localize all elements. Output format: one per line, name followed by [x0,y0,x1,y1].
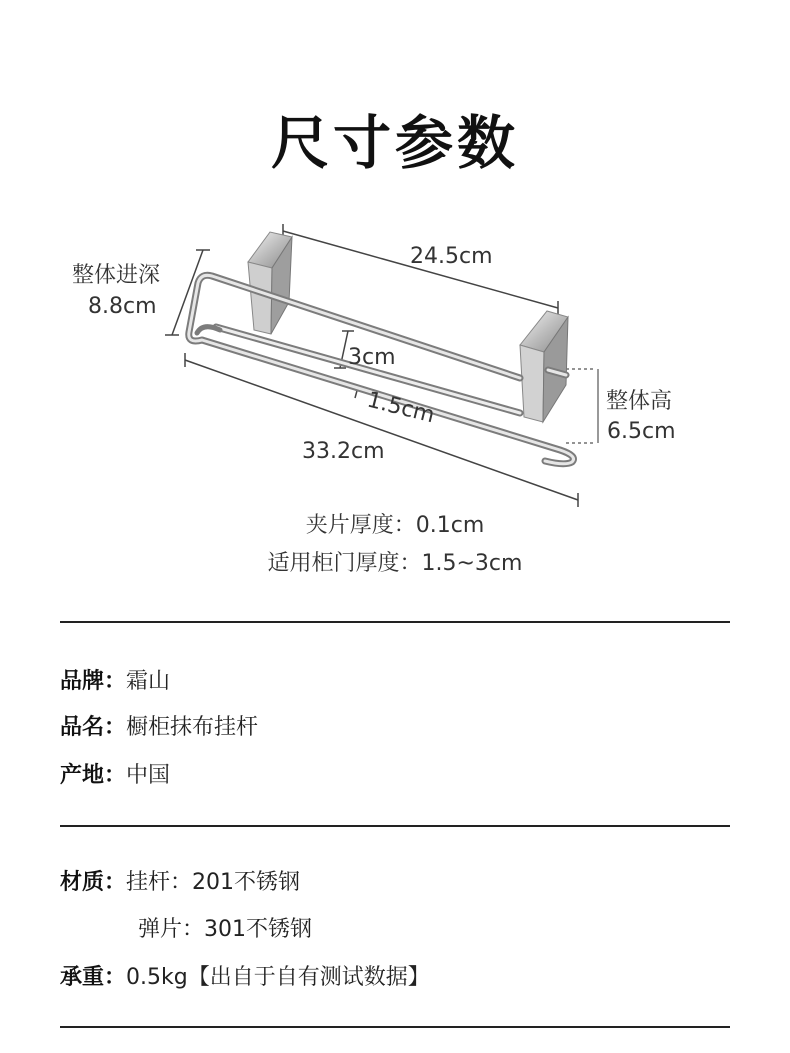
door-thickness-note: 适用柜门厚度：1.5~3cm [267,551,523,576]
spec-label: 产地： [60,763,127,788]
spec-label: 承重： [60,965,127,990]
depth-value: 8.8cm [88,294,157,319]
width-dimension-line [283,224,558,315]
spec-row-origin [60,758,170,789]
divider [60,621,730,623]
clip-thickness-note: 夹片厚度：0.1cm [305,513,485,538]
spec-value: 0.5kg【出自于自有测试数据】 [126,965,430,990]
spec-value: 霜山 [126,669,171,694]
height-label: 整体高 [606,389,673,414]
spec-row-product-name [60,710,258,741]
spec-value: 弹片：301不锈钢 [138,917,312,942]
spec-row-material-2 [60,912,312,943]
spec-value: 中国 [126,763,171,788]
bar-width-label: 1.5cm [364,387,438,429]
spec-label: 品名： [60,715,127,740]
spec-value: 挂杆：201不锈钢 [126,870,301,895]
spec-row-brand [60,664,170,695]
depth-label: 整体进深 [72,263,161,288]
spec-value: 橱柜抹布挂杆 [126,715,259,740]
gap-label: 3cm [348,345,396,370]
spec-label: 材质： [60,870,127,895]
height-guides [566,369,598,443]
divider [60,1026,730,1028]
left-clip [248,232,292,334]
spec-row-load [60,960,430,991]
divider [60,825,730,827]
height-value: 6.5cm [607,419,676,444]
page-title: 尺寸参数 [270,109,519,177]
width-label: 24.5cm [410,244,493,269]
spec-row-material [60,865,300,896]
spec-label: 品牌： [60,669,127,694]
right-clip [520,311,568,422]
length-label: 33.2cm [302,439,385,464]
